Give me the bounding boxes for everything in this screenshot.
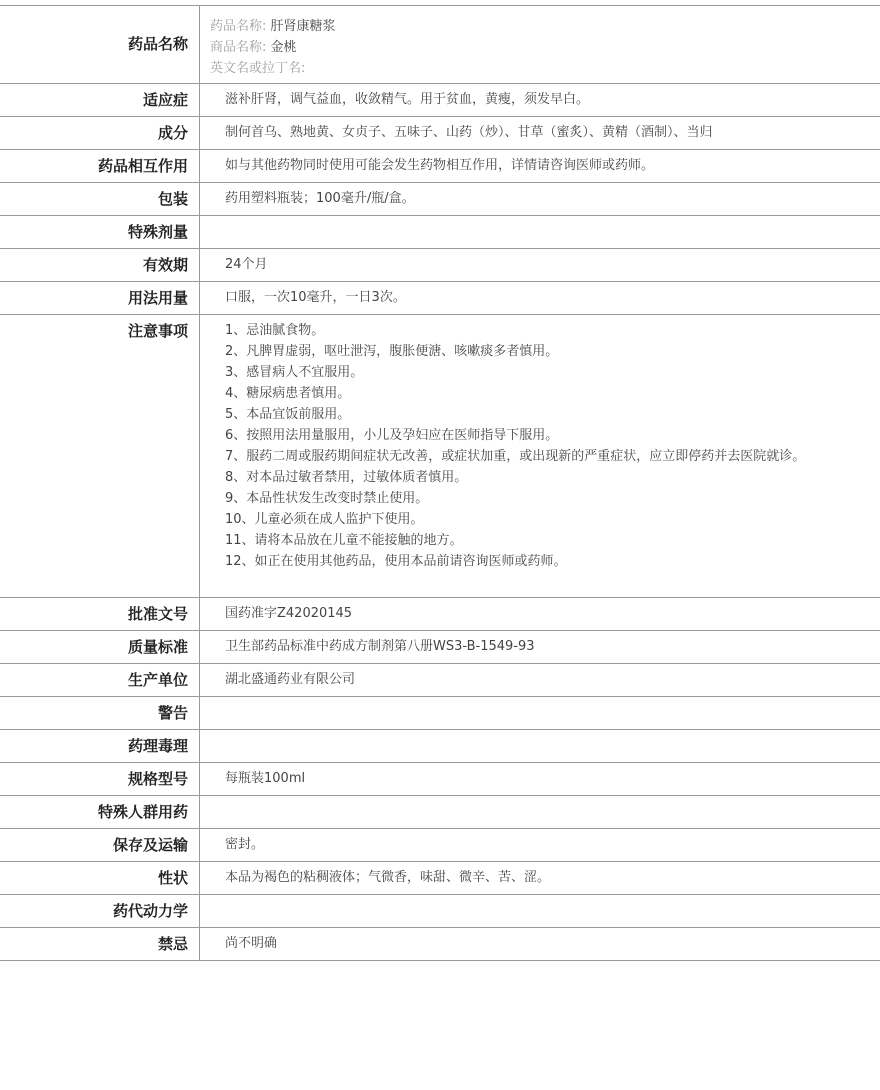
precaution-item: 9、本品性状发生改变时禁止使用。 <box>225 491 429 506</box>
value-special-groups <box>200 796 880 828</box>
label-pharmacokinetics: 药代动力学 <box>0 895 200 927</box>
label-spec: 规格型号 <box>0 763 200 795</box>
row-package <box>0 182 880 215</box>
precaution-item: 10、儿童必须在成人监护下使用。 <box>225 512 424 527</box>
precaution-item: 1、忌油腻食物。 <box>225 323 325 338</box>
label-usage: 用法用量 <box>0 282 200 314</box>
row-usage <box>0 281 880 314</box>
row-special-dosage <box>0 215 880 248</box>
label-drug-name: 药品名称 <box>0 6 200 83</box>
precaution-item: 8、对本品过敏者禁用，过敏体质者慎用。 <box>225 470 468 485</box>
precaution-item: 7、服药二周或服药期间症状无改善，或症状加重，或出现新的严重症状，应立即停药并去医院就诊。 <box>225 449 806 464</box>
label-indications: 适应症 <box>0 84 200 116</box>
label-package: 包装 <box>0 183 200 215</box>
precaution-item: 4、糖尿病患者慎用。 <box>225 386 351 401</box>
value-contraindications: 尚不明确 <box>225 936 278 951</box>
label-appearance: 性状 <box>0 862 200 894</box>
drug-name-value: 肝肾康糖浆 <box>270 19 336 34</box>
row-special-groups <box>0 795 880 828</box>
value-pharmacokinetics <box>200 895 880 927</box>
precaution-item: 11、请将本品放在儿童不能接触的地方。 <box>225 533 463 548</box>
value-storage: 密封。 <box>225 837 265 852</box>
row-drug-names <box>0 5 880 83</box>
value-warning <box>200 697 880 729</box>
label-approval: 批准文号 <box>0 598 200 630</box>
row-toxicology <box>0 729 880 762</box>
english-name-caption: 英文名或拉丁名: <box>210 61 306 76</box>
label-toxicology: 药理毒理 <box>0 730 200 762</box>
value-approval: 国药准字Z42020145 <box>225 606 353 621</box>
label-precautions: 注意事项 <box>0 315 200 597</box>
value-interactions: 如与其他药物同时使用可能会发生药物相互作用，详情请咨询医师或药师。 <box>225 158 655 173</box>
value-drug-names <box>200 6 880 83</box>
row-spec <box>0 762 880 795</box>
row-interactions <box>0 149 880 182</box>
row-shelf-life <box>0 248 880 281</box>
value-special-dosage <box>200 216 880 248</box>
value-spec: 每瓶装100ml <box>225 771 306 786</box>
row-warning <box>0 696 880 729</box>
row-storage <box>0 828 880 861</box>
label-shelf-life: 有效期 <box>0 249 200 281</box>
value-package: 药用塑料瓶装；100毫升/瓶/盒。 <box>225 191 415 206</box>
precaution-item: 3、感冒病人不宜服用。 <box>225 365 364 380</box>
value-standard: 卫生部药品标准中药成方制剂第八册WS3-B-1549-93 <box>225 639 535 654</box>
precaution-item: 2、凡脾胃虚弱，呕吐泄泻，腹胀便溏、咳嗽痰多者慎用。 <box>225 344 559 359</box>
value-shelf-life: 24个月 <box>225 257 268 272</box>
precaution-item: 12、如正在使用其他药品，使用本品前请咨询医师或药师。 <box>225 554 567 569</box>
row-ingredients <box>0 116 880 149</box>
precaution-item: 5、本品宜饭前服用。 <box>225 407 351 422</box>
value-manufacturer: 湖北盛通药业有限公司 <box>225 672 356 687</box>
value-toxicology <box>200 730 880 762</box>
label-ingredients: 成分 <box>0 117 200 149</box>
value-appearance: 本品为褐色的粘稠液体；气微香，味甜、微辛、苦、涩。 <box>225 870 551 885</box>
row-precautions <box>0 314 880 597</box>
drug-info-table <box>0 5 880 961</box>
row-indications <box>0 83 880 116</box>
label-interactions: 药品相互作用 <box>0 150 200 182</box>
precaution-item: 6、按照用法用量服用，小儿及孕妇应在医师指导下服用。 <box>225 428 559 443</box>
label-contraindications: 禁忌 <box>0 928 200 960</box>
label-manufacturer: 生产单位 <box>0 664 200 696</box>
row-pharmacokinetics <box>0 894 880 927</box>
label-special-dosage: 特殊剂量 <box>0 216 200 248</box>
row-standard <box>0 630 880 663</box>
trade-name-value: 金桃 <box>270 40 297 55</box>
row-appearance <box>0 861 880 894</box>
row-approval <box>0 597 880 630</box>
value-precautions <box>200 315 880 597</box>
value-usage: 口服，一次10毫升，一日3次。 <box>225 290 406 305</box>
label-standard: 质量标准 <box>0 631 200 663</box>
label-special-groups: 特殊人群用药 <box>0 796 200 828</box>
trade-name-caption: 商品名称: <box>210 40 267 55</box>
label-warning: 警告 <box>0 697 200 729</box>
value-indications: 滋补肝肾，调气益血，收敛精气。用于贫血，黄瘦，须发早白。 <box>225 92 590 107</box>
value-ingredients: 制何首乌、熟地黄、女贞子、五味子、山药（炒）、甘草（蜜炙）、黄精（酒制）、当归 <box>225 125 713 140</box>
label-storage: 保存及运输 <box>0 829 200 861</box>
row-manufacturer <box>0 663 880 696</box>
row-contraindications <box>0 927 880 961</box>
drug-name-caption: 药品名称: <box>210 19 267 34</box>
